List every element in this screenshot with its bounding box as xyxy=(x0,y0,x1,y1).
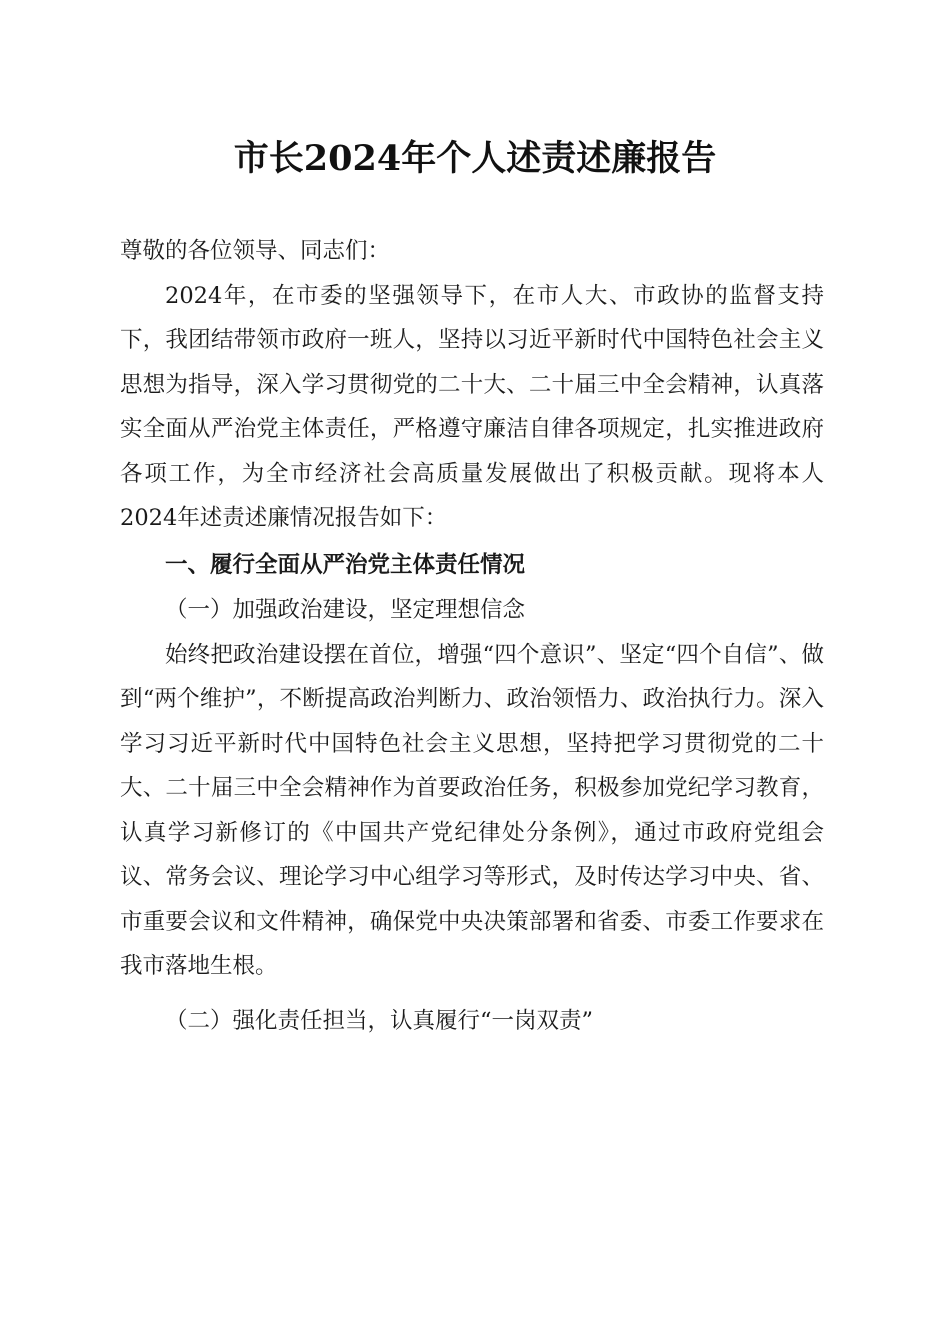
document-body xyxy=(120,229,824,1043)
intro-paragraph: 2024年，在市委的坚强领导下，在市人大、市政协的监督支持下，我团结带领市政府一班人，坚持以习近平新时代中国特色社会主义思想为指导，深入学习贯彻党的二十大、二十届三中全会精神，认真落实全面从严治党主体责任，严格遵守廉洁自律各项规定，扎实推进政府各项工作，为全市经济社会高质量发展做出了积极贡献。现将本人2024年述责述廉情况报告如下： xyxy=(120,282,824,531)
subsection-heading-1: （一）加强政治建设，坚定理想信念 xyxy=(165,597,526,623)
subsection-1-paragraph: 始终把政治建设摆在首位，增强“四个意识”、坚定“四个自信”、做到“两个维护”，不断提高政治判断力、政治领悟力、政治执行力。深入学习习近平新时代中国特色社会主义思想，坚持把学习贯彻党的二十大、二十届三中全会精神作为首要政治任务，积极参加党纪学习教育，认真学习新修订的《中国共产党纪律处分条例》，通过市政府党组会议、常务会议、理论学习中心组学习等形式，及时传达学习中央、省、市重要会议和文件精神，确保党中央决策部署和省委、市委工作要求在我市落地生根。 xyxy=(120,641,824,979)
subsection-heading-2: （二）强化责任担当，认真履行“一岗双责” xyxy=(165,1007,594,1034)
section-heading-1: 一、履行全面从严治党主体责任情况 xyxy=(165,551,526,578)
salutation: 尊敬的各位领导、同志们： xyxy=(120,238,391,264)
document-title: 市长2024年个人述责述廉报告 xyxy=(233,138,717,179)
